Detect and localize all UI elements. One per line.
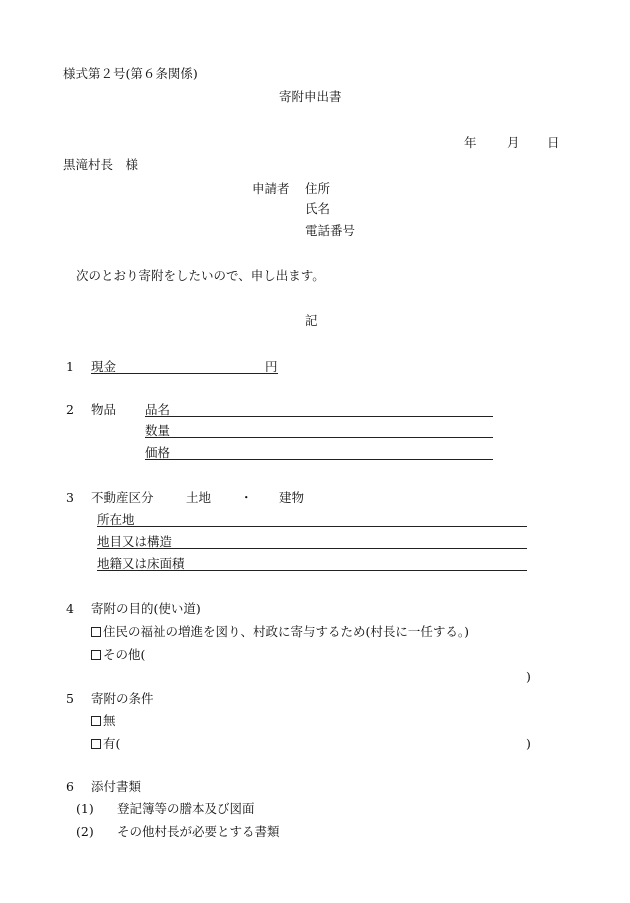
applicant-name-label: 氏名: [305, 201, 331, 216]
condition-option-none[interactable]: [91, 714, 116, 728]
item6-number: 6: [66, 779, 74, 794]
item5-number: 5: [66, 691, 74, 706]
purpose-option-welfare[interactable]: [91, 625, 469, 639]
attachment2-number: (2): [76, 824, 94, 839]
building-option[interactable]: 建物: [279, 490, 305, 505]
item4-number: 4: [66, 601, 74, 616]
intro-text: 次のとおり寄附をしたいので、申し出ます。: [76, 268, 325, 283]
option-separator: ・: [240, 490, 253, 505]
item5-label: 寄附の条件: [91, 691, 154, 706]
goods-price-label: 価格: [145, 445, 171, 460]
attachment1-number: (1): [76, 801, 94, 816]
item6-label: 添付書類: [91, 779, 142, 794]
checkbox-icon[interactable]: [91, 627, 101, 637]
land-option[interactable]: 土地: [186, 490, 212, 505]
ki-heading: 記: [305, 313, 318, 328]
checkbox-icon[interactable]: [91, 739, 101, 749]
area-line[interactable]: [97, 570, 527, 571]
attachment2-text: その他村長が必要とする書類: [117, 824, 280, 839]
cash-amount-line[interactable]: [91, 373, 278, 374]
addressee: 黒滝村長 様: [63, 157, 139, 172]
item1-number: 1: [66, 359, 74, 374]
applicant-phone-label: 電話番号: [305, 223, 356, 238]
attachment1-text: 登記簿等の謄本及び図面: [117, 801, 255, 816]
item3-number: 3: [66, 490, 74, 505]
condition-option-yes-label: 有(: [103, 736, 121, 751]
goods-quantity-label: 数量: [145, 423, 171, 438]
condition-yes-close: ): [526, 736, 531, 751]
item2-label: 物品: [91, 402, 117, 417]
item4-label: 寄附の目的(使い道): [91, 601, 201, 616]
item3-label: 不動産区分: [91, 490, 154, 505]
area-label: 地籍又は床面積: [97, 556, 185, 571]
goods-quantity-line[interactable]: [145, 437, 493, 438]
location-line[interactable]: [97, 526, 527, 527]
purpose-other-close: ): [526, 669, 531, 684]
location-label: 所在地: [97, 512, 135, 527]
goods-price-line[interactable]: [145, 459, 493, 460]
goods-name-label: 品名: [145, 402, 171, 417]
page-title: 寄附申出書: [279, 89, 342, 104]
item1-unit: 円: [265, 359, 278, 374]
item1-label: 現金: [91, 359, 117, 374]
checkbox-icon[interactable]: [91, 716, 101, 726]
land-category-label: 地目又は構造: [97, 534, 173, 549]
goods-name-line[interactable]: [145, 416, 493, 417]
item2-number: 2: [66, 402, 74, 417]
condition-option-none-label: 無: [103, 713, 116, 728]
date-day-label: 日: [547, 135, 560, 150]
applicant-label: 申請者: [252, 181, 290, 196]
purpose-option-other[interactable]: [91, 648, 145, 662]
condition-option-yes[interactable]: [91, 737, 120, 751]
form-number: 様式第２号(第６条関係): [63, 66, 198, 81]
date-year-label: 年: [464, 135, 477, 150]
applicant-address-label: 住所: [305, 181, 331, 196]
purpose-option-other-label: その他(: [103, 647, 146, 662]
date-month-label: 月: [507, 135, 520, 150]
land-category-line[interactable]: [97, 548, 527, 549]
checkbox-icon[interactable]: [91, 650, 101, 660]
purpose-option-welfare-label: 住民の福祉の増進を図り、村政に寄与するため(村長に一任する。): [103, 624, 470, 639]
